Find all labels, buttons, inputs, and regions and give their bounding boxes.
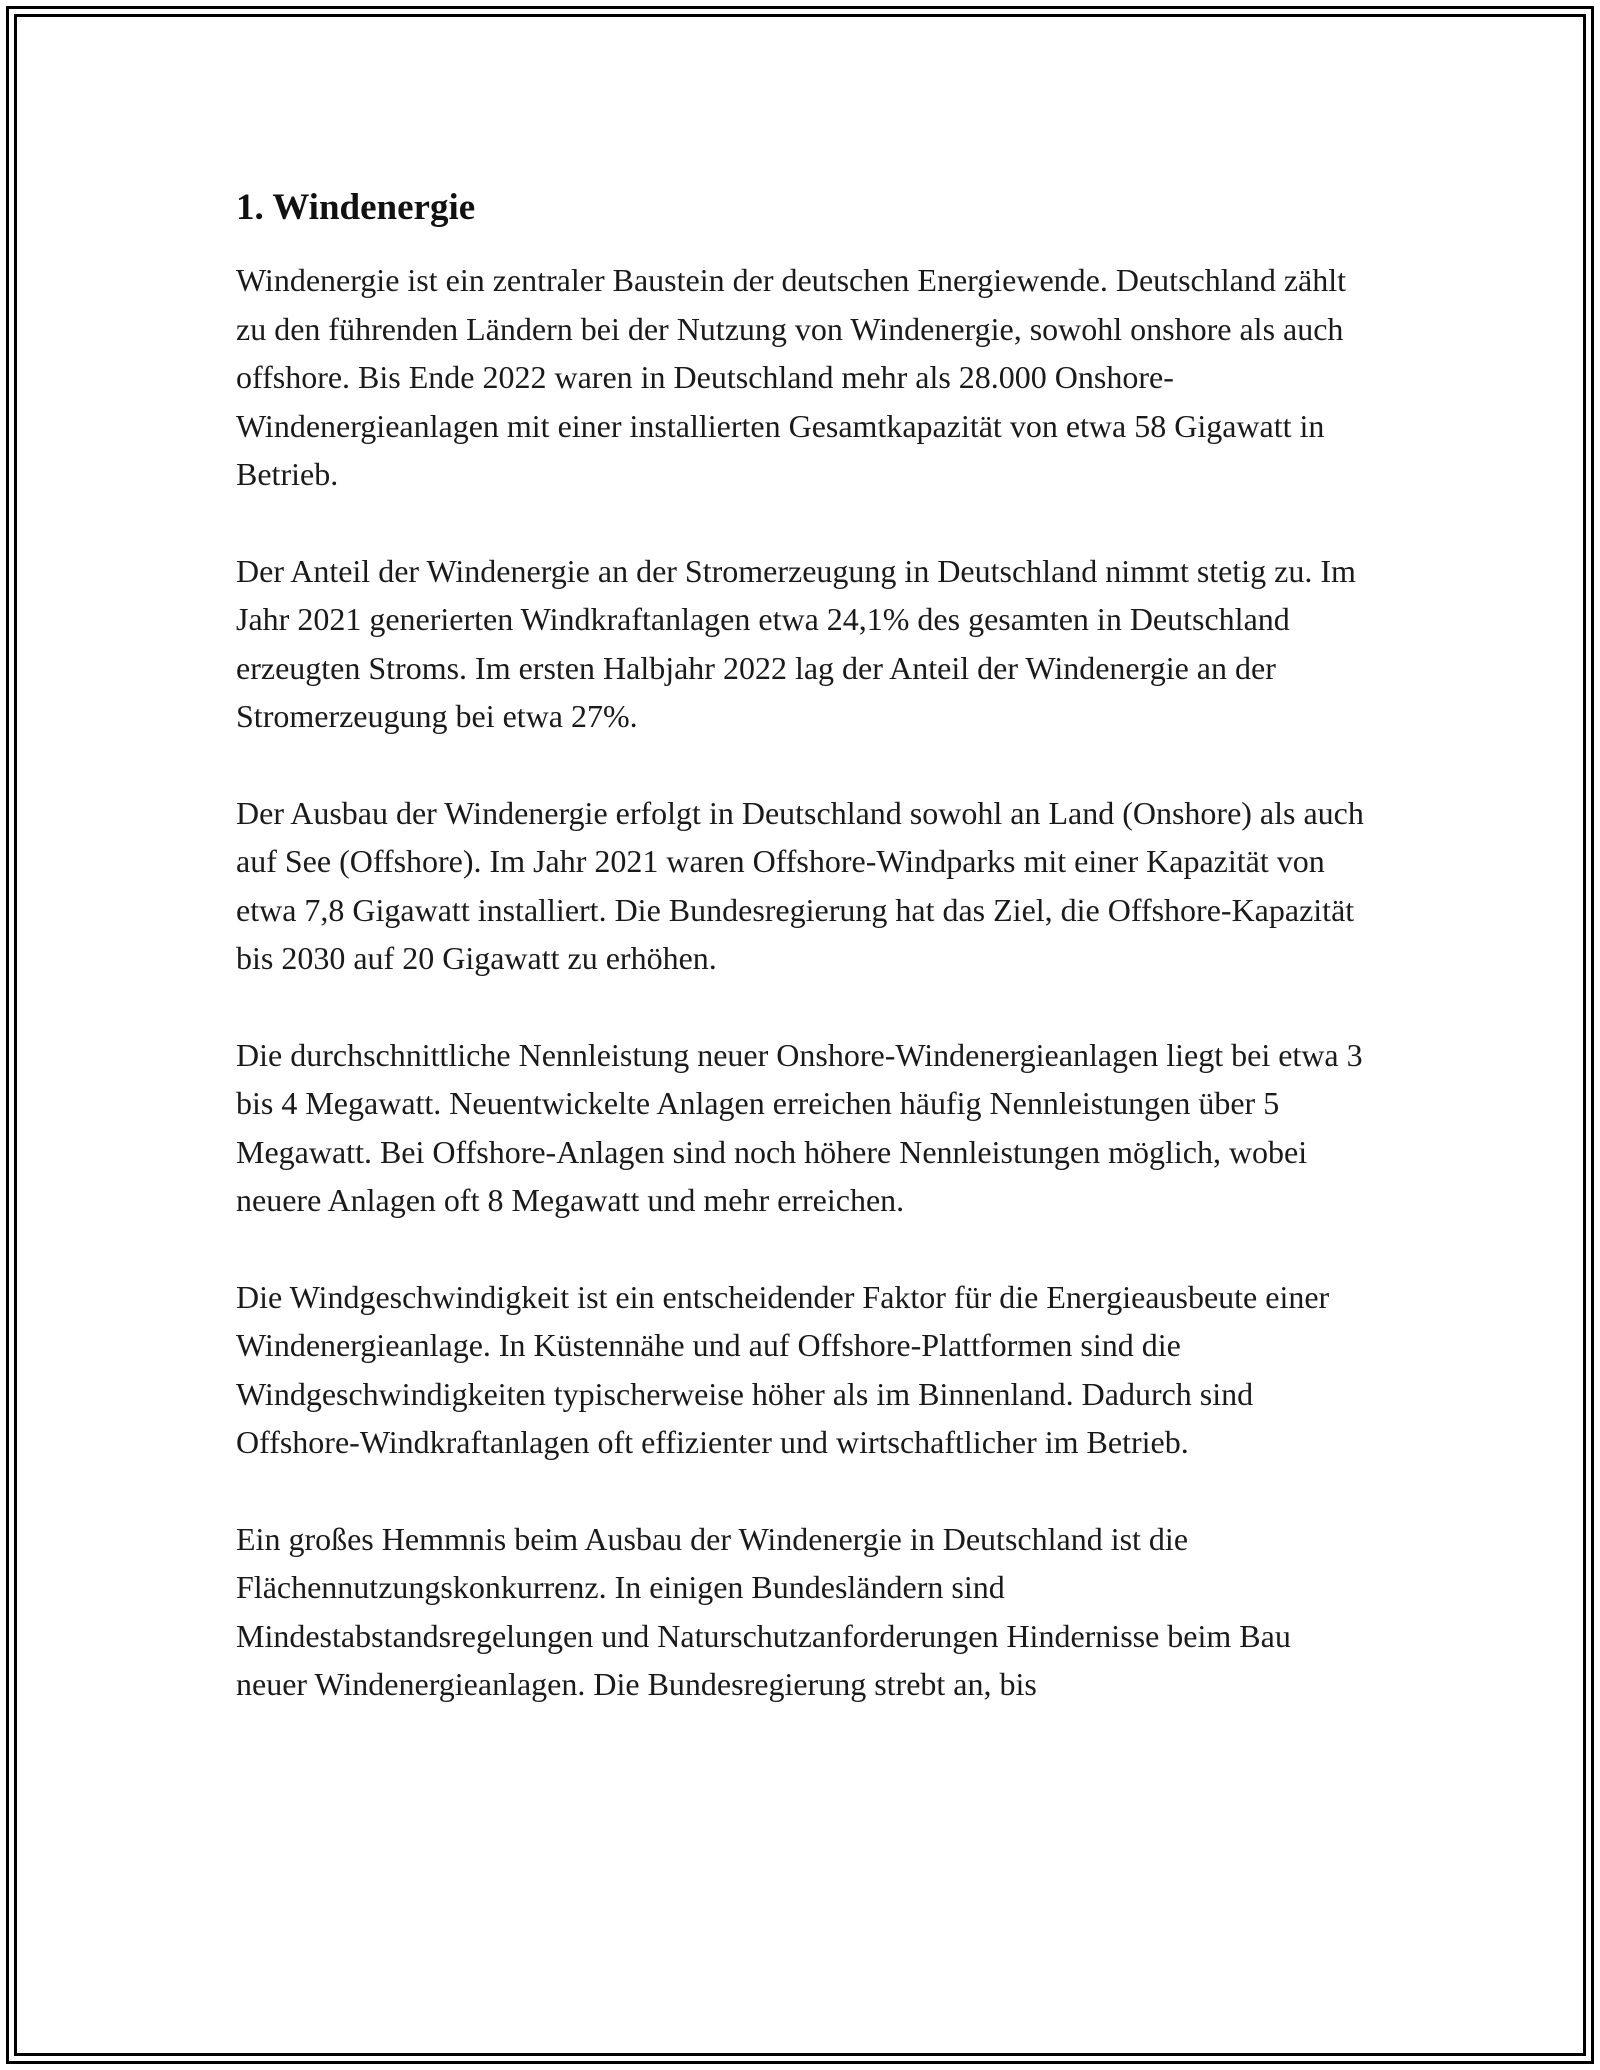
paragraph-windenergie-intro: Windenergie ist ein zentraler Baustein der deutschen Energiewende. Deutschland zählt zu den führenden Ländern bei der Nutzung von Windenergie, sowohl onshore als auch offshore. Bis Ende 2022 waren in Deutschland mehr als 28.000 Onshore-Windenergieanlagen mit einer installierten Gesamtkapazität von etwa 58 Gigawatt in Betrieb. <box>236 262 1346 492</box>
section-heading: 1. Windenergie <box>236 187 476 228</box>
paragraph-hemmnisse: Ein großes Hemmnis beim Ausbau der Windenergie in Deutschland ist die Flächennutzungskonkurrenz. In einigen Bundesländern sind Mindestabstandsregelungen und Naturschutzanforderungen Hindernisse beim Bau neuer Windenergieanlagen. Die Bundesregierung strebt an, bis <box>236 1520 1291 1702</box>
paragraph-stromerzeugung-anteil: Der Anteil der Windenergie an der Stromerzeugung in Deutschland nimmt stetig zu. Im Jahr 2021 generierten Windkraftanlagen etwa 24,1% des gesamten in Deutschland erzeugten Stroms. Im ersten Halbjahr 2022 lag der Anteil der Windenergie an der Stromerzeugung bei etwa 27%. <box>236 552 1356 734</box>
paragraph-windgeschwindigkeit: Die Windgeschwindigkeit ist ein entscheidender Faktor für die Energieausbeute einer Windenergieanlage. In Küstennähe und auf Offshore-Plattformen sind die Windgeschwindigkeiten typischerweise höher als im Binnenland. Dadurch sind Offshore-Windkraftanlagen oft effizienter und wirtschaftlicher im Betrieb. <box>236 1278 1330 1460</box>
document-body <box>236 186 1366 1709</box>
paragraph-onshore-offshore-ausbau: Der Ausbau der Windenergie erfolgt in Deutschland sowohl an Land (Onshore) als auch auf See (Offshore). Im Jahr 2021 waren Offshore-Windparks mit einer Kapazität von etwa 7,8 Gigawatt installiert. Die Bundesregierung hat das Ziel, die Offshore-Kapazität bis 2030 auf 20 Gigawatt zu erhöhen. <box>236 794 1364 976</box>
paragraph-nennleistung: Die durchschnittliche Nennleistung neuer Onshore-Windenergieanlagen liegt bei etwa 3 bis 4 Megawatt. Neuentwickelte Anlagen erreichen häufig Nennleistungen über 5 Megawatt. Bei Offshore-Anlagen sind noch höhere Nennleistungen möglich, wobei neuere Anlagen oft 8 Megawatt und mehr erreichen. <box>236 1036 1363 1218</box>
